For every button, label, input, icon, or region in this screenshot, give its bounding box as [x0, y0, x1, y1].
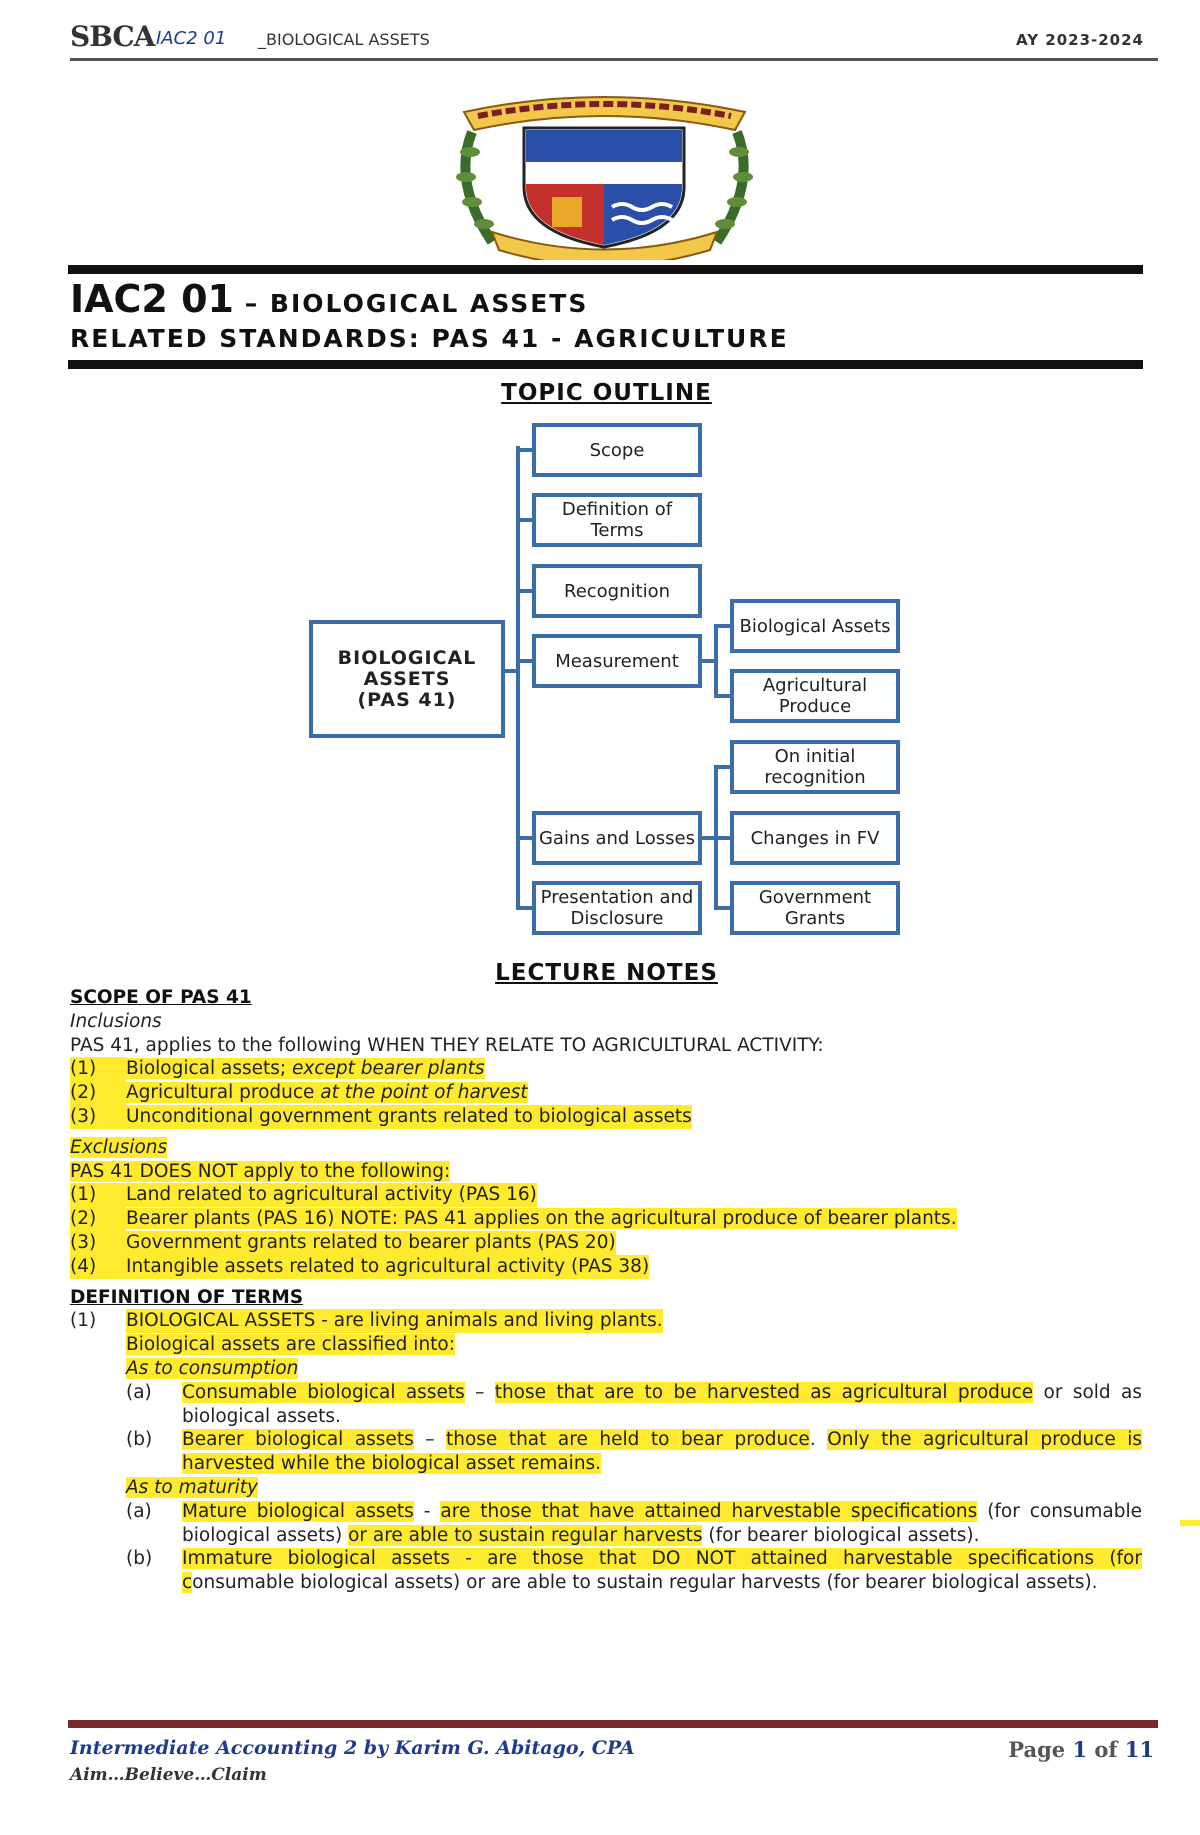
outline-sub-label: Agricultural Produce [762, 675, 868, 717]
outline-item-gains-losses [532, 811, 702, 865]
separator: – [413, 1429, 446, 1451]
course-code: IAC2 01 [156, 28, 227, 49]
lecture-notes [70, 986, 1142, 1595]
outline-sub-government-grants [730, 881, 900, 935]
item-text: Agricultural produce [126, 1082, 321, 1104]
item-letter: (a) [126, 1381, 152, 1403]
item-number: (1) [70, 1057, 126, 1081]
item-text: Land related to agricultural activity (PAS 16) [126, 1184, 537, 1206]
outline-item-scope [532, 423, 702, 477]
outline-sub-biological-assets [730, 599, 900, 653]
outline-root-box [309, 620, 505, 738]
separator: - [413, 1500, 441, 1522]
item-number: (2) [70, 1081, 126, 1105]
separator: . [809, 1429, 828, 1451]
exclusion-item [70, 1183, 1142, 1207]
term: Bearer biological assets [182, 1429, 414, 1451]
item-number: (1) [70, 1183, 126, 1207]
separator: – [464, 1381, 495, 1403]
classification-item [70, 1381, 1142, 1429]
exclusions-label: Exclusions [70, 1136, 168, 1158]
term: Consumable biological assets [182, 1381, 465, 1403]
title-code: IAC2 01 [70, 277, 234, 321]
root-line-1: BIOLOGICAL [337, 646, 477, 669]
item-letter: (b) [126, 1429, 153, 1451]
definition: Immature biological assets - are those that DO NOT attained harvestable specifications (for c [182, 1548, 1142, 1594]
page-number [1008, 1737, 1154, 1762]
item-number: (3) [70, 1105, 126, 1129]
outline-item-definition [532, 493, 702, 547]
outline-sub-agricultural-produce [730, 669, 900, 723]
outline-item-label: Presentation and Disclosure [540, 887, 694, 929]
outline-sub-initial-recognition [730, 740, 900, 794]
exclusions-intro: PAS 41 DOES NOT apply to the following: [70, 1160, 451, 1182]
definition-rest: (for consumable biological assets) [182, 1500, 1142, 1546]
title-dash: – [234, 289, 270, 318]
outline-sub-label: Changes in FV [750, 827, 880, 849]
definition: or are able to sustain regular harvests [348, 1524, 703, 1546]
definition-rest: (for bearer biological assets). [702, 1524, 980, 1546]
outline-item-recognition [532, 564, 702, 618]
item-letter: (a) [126, 1500, 152, 1522]
definition-item [70, 1309, 1142, 1333]
item-text: Government grants related to bearer plants (PAS 20) [126, 1231, 616, 1253]
definition: are those that have attained harvestable specifications [440, 1500, 978, 1522]
item-text: Intangible assets related to agricultural activity (PAS 38) [126, 1255, 650, 1277]
classification-item [70, 1547, 1142, 1595]
item-text: Bearer plants (PAS 16) NOTE: [126, 1208, 404, 1230]
item-number: (4) [70, 1255, 126, 1279]
inclusion-item [70, 1081, 1142, 1105]
root-line-3: (PAS 41) [357, 688, 457, 711]
topic-outline-heading: TOPIC OUTLINE [501, 380, 712, 406]
page-of: of [1087, 1737, 1125, 1762]
outline-item-label: Measurement [555, 650, 679, 672]
classification-item [70, 1428, 1142, 1476]
classification-item [70, 1500, 1142, 1548]
item-note: PAS 41 applies on the agricultural produce of bearer plants. [403, 1208, 957, 1230]
inclusions-label: Inclusions [70, 1010, 162, 1032]
inclusion-item [70, 1105, 1142, 1129]
page-current: 1 [1072, 1737, 1088, 1762]
definitions-heading: DEFINITION OF TERMS [70, 1286, 304, 1308]
item-letter: (b) [126, 1548, 153, 1570]
footer-rule [68, 1720, 1158, 1728]
title-subject: BIOLOGICAL ASSETS [269, 289, 589, 318]
item-number: (3) [70, 1231, 126, 1255]
scope-heading: SCOPE OF PAS 41 [70, 987, 252, 1008]
term: Mature biological assets [182, 1500, 414, 1522]
footer-motto: Aim…Believe…Claim [70, 1765, 267, 1785]
definition-text: BIOLOGICAL ASSETS - are living animals and living plants. [126, 1310, 663, 1332]
exclusion-item [70, 1207, 1142, 1231]
consumption-label: As to consumption [126, 1357, 299, 1379]
outline-sub-label: Government Grants [758, 887, 872, 929]
outline-item-presentation [532, 881, 702, 935]
item-text-italic: except bearer plants [292, 1058, 485, 1080]
definition-rest: or sold as biological assets. [182, 1381, 1142, 1427]
margin-highlight-mark [1180, 1520, 1200, 1526]
outline-item-label: Definition of Terms [561, 499, 673, 541]
outline-sub-label: On initial recognition [764, 746, 866, 788]
definition-rest: onsumable biological assets) or are able to sustain regular harvests (for bearer biological assets). [192, 1572, 1098, 1594]
item-text: Unconditional government grants related to biological assets [126, 1105, 692, 1127]
item-text: Biological assets; [126, 1058, 293, 1080]
exclusion-item [70, 1231, 1142, 1255]
definition: those that are to be harvested as agricultural produce [494, 1381, 1034, 1403]
root-line-2: ASSETS [363, 667, 451, 690]
footer-author: Intermediate Accounting 2 by Karim G. Abitago, CPA [70, 1737, 635, 1759]
connector [714, 624, 718, 698]
outline-item-label: Gains and Losses [538, 827, 695, 849]
inclusions-intro: PAS 41, applies to the following WHEN THEY RELATE TO AGRICULTURAL ACTIVITY: [70, 1034, 824, 1056]
header-title: _BIOLOGICAL ASSETS [258, 30, 430, 49]
lecture-notes-heading: LECTURE NOTES [495, 960, 718, 986]
definition: those that are held to bear produce [446, 1429, 810, 1451]
outline-sub-label: Biological Assets [739, 615, 891, 637]
exclusion-item [70, 1255, 1142, 1279]
page-prefix: Page [1008, 1737, 1073, 1762]
definition-note: Only the agricultural produce is harvested while the biological asset remains. [182, 1429, 1142, 1475]
item-text-italic: at the point of harvest [320, 1082, 528, 1104]
classified-intro: Biological assets are classified into: [126, 1334, 455, 1356]
item-number: (2) [70, 1207, 126, 1231]
school-logo-text: SBCA [70, 20, 155, 53]
outline-sub-changes-fv [730, 811, 900, 865]
inclusion-item [70, 1057, 1142, 1081]
outline-item-measurement [532, 634, 702, 688]
related-standards: RELATED STANDARDS: PAS 41 - AGRICULTURE [70, 324, 789, 353]
item-number: (1) [70, 1310, 97, 1332]
outline-item-label: Recognition [564, 580, 670, 602]
academic-year: AY 2023-2024 [1016, 31, 1144, 49]
page-total: 11 [1124, 1737, 1154, 1762]
outline-item-label: Scope [589, 439, 645, 461]
maturity-label: As to maturity [126, 1476, 258, 1498]
